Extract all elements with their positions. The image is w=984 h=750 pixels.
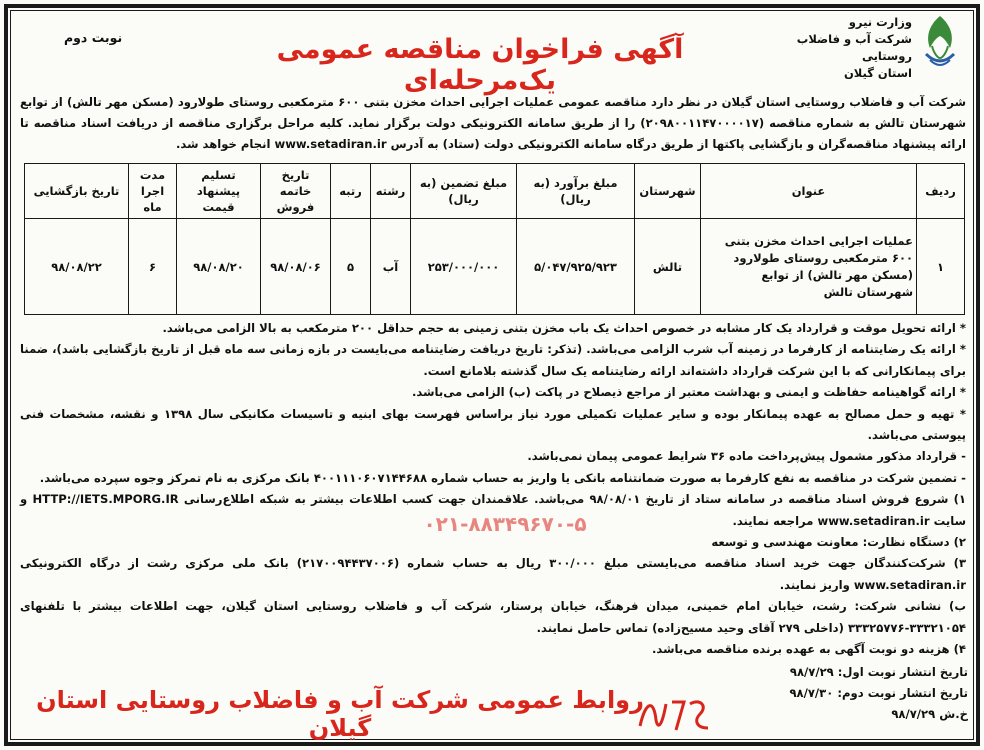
col-guarantee: مبلغ تضمین (به ریال) <box>411 164 517 219</box>
col-grade: رتبه <box>331 164 371 219</box>
condition-item: * ارائه گواهینامه حفاظت و ایمنی و بهداشت معتبر از مراجع ذیصلاح در پاکت (ب) الزامی می‌باشد. <box>412 385 966 400</box>
condition-item: * ارائه تحویل موقت و قرارداد یک کار مشابه در خصوص احداث یک باب مخزن بتنی زمینی به حجم حداقل ۲۰۰ مترمکعب به بالا الزامی می‌باشد. <box>162 321 966 335</box>
cell-duration: ۶ <box>129 219 177 315</box>
cell-grade: ۵ <box>331 219 371 315</box>
ministry-name: وزارت نیرو <box>848 15 912 29</box>
condition-item: ۴) هزینه دو نوبت آگهی به عهده برنده مناقصه می‌باشد. <box>652 642 966 657</box>
cell-bid-date: ۹۸/۰۸/۲۰ <box>177 219 261 315</box>
phone-overlay: ۰۲۱-۸۸۳۴۹۶۷۰-۵ <box>423 512 587 536</box>
publication-code: خ.ش ۹۸/۷/۲۹ <box>891 707 968 721</box>
condition-item: * تهیه و حمل مصالح به عهده پیمانکار بوده و سایر عملیات تکمیلی مورد نیاز براساس فهرست بهای ابنیه و تاسیسات مکانیکی سال ۱۳۹۸ و نقشه، مشخصات فنی پیوستی می‌باشد. <box>20 406 966 443</box>
col-row: ردیف <box>917 164 965 219</box>
col-city: شهرستان <box>635 164 701 219</box>
tender-table <box>24 163 965 315</box>
cell-guarantee: ۲۵۳/۰۰۰/۰۰۰ <box>411 219 517 315</box>
conditions-list <box>20 318 966 661</box>
col-duration: مدت اجرا ماه <box>129 164 177 219</box>
company-logo-icon <box>918 12 962 70</box>
company-name: شرکت آب و فاضلاب روستایی <box>796 32 912 63</box>
col-subject: عنوان <box>701 164 917 219</box>
condition-item: - تضمین شرکت در مناقصه به نفع کارفرما به صورت ضمانتنامه بانکی یا واریز به حساب شماره ۴۰۰۱۱۱۰۶۰۷۱۴۴۶۸۸ بانک مرکزی به نام تمرکز وجوه سپرده می‌باشد. <box>39 470 966 485</box>
ministry-block <box>752 14 912 82</box>
col-field: رشته <box>371 164 411 219</box>
cell-city: تالش <box>635 219 701 315</box>
first-publication: تاریخ انتشار نوبت اول: ۹۸/۷/۲۹ <box>789 665 968 679</box>
condition-item: ب) نشانی شرکت: رشت، خیابان امام خمینی، میدان فرهنگ، خیابان پرستار، شرکت آب و فاضلاب روستایی استان گیلان، جهت اطلاعات بیشتر با تلفنهای ۳۳۳۲۱۰۵۴-۳۳۳۲۵۷۷۶ (داخلی ۲۷۹ آقای وحید مسیح‌زاده) تماس حاصل نمایند. <box>20 599 966 635</box>
notice-title: آگهی فراخوان مناقصه عمومی یک‌مرحله‌ای <box>276 34 684 96</box>
cell-estimate: ۵/۰۴۷/۹۲۵/۹۲۳ <box>517 219 635 315</box>
condition-item: - قرارداد مذکور مشمول پیش‌پرداخت ماده ۳۶ شرایط عمومی پیمان نمی‌باشد. <box>527 449 966 464</box>
cell-field: آب <box>371 219 411 315</box>
condition-item: ۱) شروع فروش اسناد مناقصه در سامانه ستاد از تاریخ ۹۸/۰۸/۰۱ می‌باشد. علاقمندان جهت کسب اطلاعات بیشتر به شبکه اطلاع‌رسانی HTTP://IETS.MPORG.IR و سایت www.setadiran.ir مراجعه نمایند. <box>20 492 966 528</box>
province-name: استان گیلان <box>843 66 912 80</box>
condition-item: ۲) دستگاه نظارت: معاونت مهندسی و توسعه <box>711 535 966 550</box>
public-relations-footer: روابط عمومی شرکت آب و فاضلاب روستایی استان گیلان <box>36 686 644 742</box>
table-row <box>25 219 965 315</box>
intro-paragraph: شرکت آب و فاضلاب روستایی استان گیلان در نظر دارد مناقصه عمومی عملیات اجرایی احداث مخزن بتنی ۶۰۰ مترمکعبی روستای طولارود (مسکن مهر تالش) از توابع شهرستان تالش به شماره مناقصه (۲۰۹۸۰۰۱۱۴۷۰۰۰۰۱۷) را از طریق سامانه الکترونیکی دولت برگزار نماید. کلیه مراحل برگزاری مناقصه از دریافت اسناد مناقصه تا ارائه پیشنهاد مناقصه‌گران و بازگشایی پاکتها از طریق درگاه سامانه الکترونیکی دولت (ستاد) به آدرس www.setadiran.ir انجام خواهد شد. <box>20 95 966 151</box>
cell-subject: عملیات اجرایی احداث مخزن بتنی ۶۰۰ مترمکعبی روستای طولارود (مسکن مهر تالش) از توابع شهرستان تالش <box>701 219 917 315</box>
condition-item: ۳) شرکت‌کنندگان جهت خرید اسناد مناقصه می‌بایستی مبلغ ۳۰۰/۰۰۰ ریال به حساب شماره (۲۱۷۰۰۹۴۴۳۷۰۰۶) بانک ملی مرکزی رشت از درگاه الکترونیکی www.setadiran.ir واریز نمایند. <box>20 556 967 592</box>
second-publication: تاریخ انتشار نوبت دوم: ۹۸/۷/۳۰ <box>789 686 968 700</box>
col-bid-date: تسلیم پیشنهاد قیمت <box>177 164 261 219</box>
cell-sale-end: ۹۸/۰۸/۰۶ <box>261 219 331 315</box>
cell-opening: ۹۸/۰۸/۲۲ <box>25 219 129 315</box>
table-header-row <box>25 164 965 219</box>
cell-row: ۱ <box>917 219 965 315</box>
col-sale-end: تاریخ خاتمه فروش <box>261 164 331 219</box>
col-estimate: مبلغ برآورد (به ریال) <box>517 164 635 219</box>
handwritten-number-icon <box>632 690 718 738</box>
condition-item: * ارائه یک رضایتنامه از کارفرما در زمینه آب شرب الزامی می‌باشد. (تذکر: تاریخ دریافت رضایتنامه می‌بایست در بازه زمانی سه ماه قبل از تاریخ بازگشایی باشد)، ضمنا برای پیمانکارانی که با این شرکت قرارداد داشته‌اند ارائه رضایتنامه یک سال گذشته بلامانع است. <box>20 342 966 378</box>
issue-label: نوبت دوم <box>64 30 123 45</box>
col-opening: تاریخ بازگشایی <box>25 164 129 219</box>
